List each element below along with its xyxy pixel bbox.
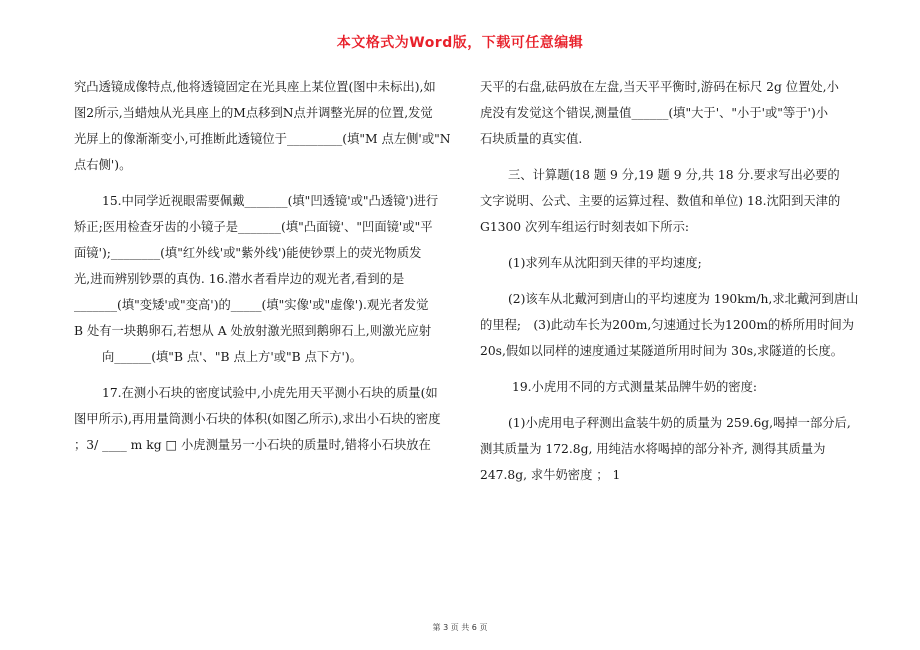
text-line: 点右侧')。	[74, 158, 132, 172]
text-line: ；3/ ____ m kg □ 小虎测量另一小石块的质量时,错将小石块放在	[74, 438, 431, 452]
text-line: 文字说明、公式、主要的运算过程、数值和单位) 18.沈阳到天津的	[480, 194, 841, 208]
text-line: (2)该车从北戴河到唐山的平均速度为 190km/h,求北戴河到唐山	[508, 292, 859, 306]
text-line: 17.在测小石块的密度试验中,小虎先用天平测小石块的质量(如	[102, 386, 438, 400]
page-footer: 第 3 页 共 6 页	[432, 623, 488, 632]
text-line: 15.中同学近视眼需要佩戴_______(填"凹透镜'或"凸透镜')进行	[102, 194, 439, 208]
text-line: B 处有一块鹅卵石,若想从 A 处放射激光照到鹅卵石上,则激光应射	[74, 324, 432, 338]
text-line: 的里程; (3)此动车长为200m,匀速通过长为1200m的桥所用时间为	[480, 318, 855, 332]
text-line: 矫正;医用检查牙齿的小镜子是_______(填"凸面镜'、"凹面镜'或"平	[74, 220, 433, 234]
text-line: 光,进而辨别钞票的真伪. 16.潜水者看岸边的观光者,看到的是	[74, 272, 405, 286]
text-line: (1)小虎用电子秤测出盒装牛奶的质量为 259.6g,喝掉一部分后,	[508, 416, 851, 430]
text-line: 光屏上的像渐渐变小,可推断此透镜位于_________(填"M 点左侧'或"N	[74, 132, 451, 146]
text-line: G1300 次列车组运行时刻表如下所示:	[480, 220, 690, 234]
text-line: 测其质量为 172.8g, 用纯洁水将喝掉的部分补齐, 测得其质量为	[480, 442, 826, 456]
text-line: 三、计算题(18 题 9 分,19 题 9 分,共 18 分.要求写出必要的	[508, 168, 840, 182]
text-line: 天平的右盘,砝码放在左盘,当天平平衡时,游码在标尺 2g 位置处,小	[480, 80, 839, 94]
page-banner: 本文格式为Word版，下载可任意编辑	[336, 35, 584, 51]
text-line: 虎没有发觉这个错误,测量值______(填"大于'、"小于'或"等于')小	[480, 106, 829, 120]
text-line: 究凸透镜成像特点,他将透镜固定在光具座上某位置(图中未标出),如	[74, 80, 436, 94]
right-column	[480, 74, 858, 488]
text-line: 20s,假如以同样的速度通过某隧道所用时间为 30s,求隧道的长度。	[480, 344, 844, 358]
text-line: _______(填"变矮'或"变高')的_____(填"实像'或"虚像').观光者发觉	[74, 298, 429, 312]
text-line: 图甲所示),再用量筒测小石块的体积(如图乙所示),求出小石块的密度	[74, 412, 441, 426]
text-line: 247.8g, 求牛奶密度 ； 1	[480, 468, 621, 482]
text-line: 面镜');________(填"红外线'或"紫外线')能使钞票上的荧光物质发	[74, 246, 422, 260]
left-column	[74, 74, 452, 458]
text-line: 向______(填"B 点'、"B 点上方'或"B 点下方')。	[102, 350, 362, 364]
text-line: (1)求列车从沈阳到天律的平均速度;	[508, 256, 702, 270]
text-line: 19.小虎用不同的方式测量某品牌牛奶的密度:	[512, 380, 758, 394]
text-line: 图2所示,当蜡烛从光具座上的M点移到N点并调整光屏的位置,发觉	[74, 106, 433, 120]
text-line: 石块质量的真实值.	[480, 132, 583, 146]
